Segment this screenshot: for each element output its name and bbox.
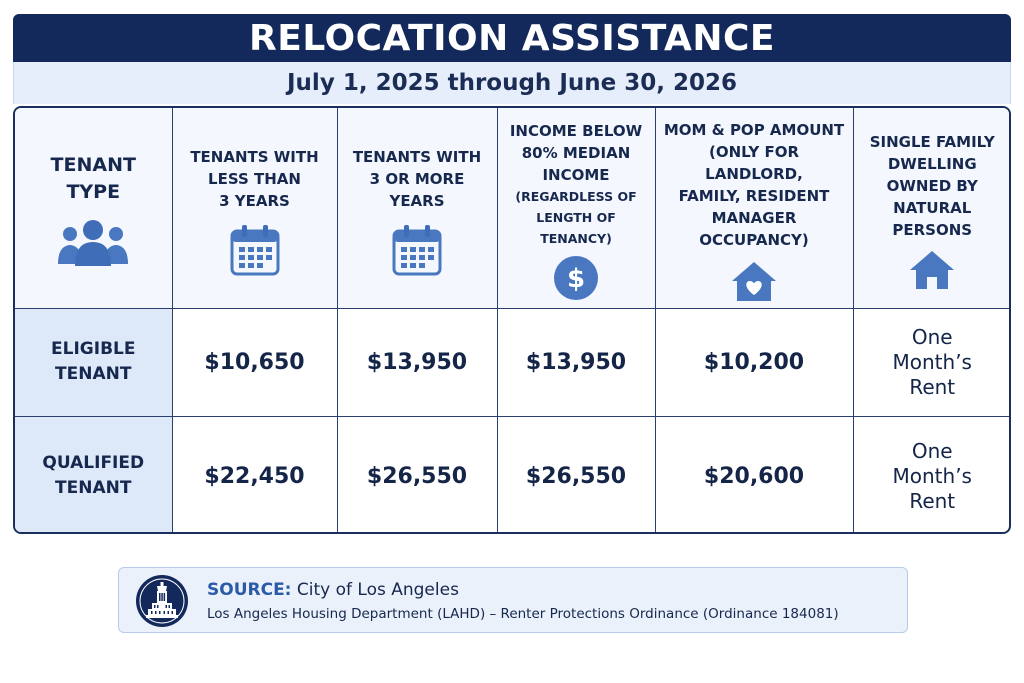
header-row (15, 108, 1011, 308)
subtitle-bar (13, 62, 1011, 104)
table-cell: One Month’s Rent (853, 308, 1011, 416)
people-icon (56, 218, 130, 270)
table-cell: $26,550 (337, 416, 497, 534)
header-mom-and-pop: MOM & POP AMOUNT (ONLY FOR LANDLORD, FAMILY, RESIDENT MANAGER OCCUPANCY) (655, 108, 853, 308)
header-single-family: SINGLE FAMILY DWELLING OWNED BY NATURAL PERSONS (853, 108, 1011, 308)
city-hall-seal-icon (135, 574, 189, 628)
header-tenant-type: TENANT TYPE (15, 108, 172, 308)
row-label-eligible: ELIGIBLE TENANT (15, 308, 172, 416)
header-income-below-80: INCOME BELOW 80% MEDIAN INCOME (REGARDLESS OF LENGTH OF TENANCY) $ (497, 108, 655, 308)
table-cell: $10,200 (655, 308, 853, 416)
title-bar (13, 14, 1011, 62)
table-cell: $20,600 (655, 416, 853, 534)
source-box (118, 567, 908, 633)
calendar-icon (230, 224, 280, 276)
house-icon (909, 249, 955, 291)
table-cell: $13,950 (337, 308, 497, 416)
source-detail: Los Angeles Housing Department (LAHD) – Renter Protections Ordinance (Ordinance 184081) (207, 606, 839, 622)
svg-text:$: $ (566, 264, 586, 295)
dollar-icon (553, 255, 599, 301)
table-cell: $13,950 (497, 308, 655, 416)
house-heart-icon (730, 259, 778, 303)
row-label-qualified: QUALIFIED TENANT (15, 416, 172, 534)
table-cell: One Month’s Rent (853, 416, 1011, 534)
table-cell: $22,450 (172, 416, 337, 534)
table-cell: $26,550 (497, 416, 655, 534)
source-heading: SOURCE: City of Los Angeles (207, 580, 459, 600)
table-row (15, 308, 1011, 416)
table-row (15, 416, 1011, 534)
table-cell: $10,650 (172, 308, 337, 416)
calendar-icon (392, 224, 442, 276)
header-3-or-more-years: TENANTS WITH 3 OR MORE YEARS (337, 108, 497, 308)
page-title: RELOCATION ASSISTANCE (249, 17, 775, 59)
relocation-table (13, 106, 1011, 534)
header-less-than-3-years: TENANTS WITH LESS THAN 3 YEARS (172, 108, 337, 308)
date-range: July 1, 2025 through June 30, 2026 (287, 70, 737, 96)
